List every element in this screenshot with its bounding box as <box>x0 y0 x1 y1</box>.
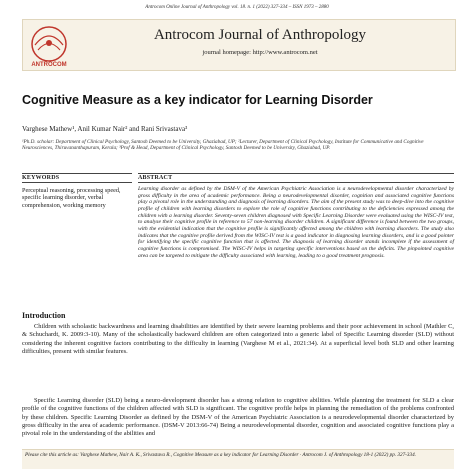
intro-paragraph-2: Specific Learning disorder (SLD) being a neuro-development disorder has a strong relation to cognitive abilities. While planning the treatment for SLD a clear profile of the cognitive functions of the children affected with SLD is significant. The cognitive profile helps in planning the remediation of the problems confronted by these children. Specific Learning Disorder as defined by the DSM-V of the American Psychiatric Association is a neurodevelopmental disorder characterized by gross difficulty in the area of academic performance. (DSM-V 2013:66-74) Being a neurodevelopmental disorder, cognition and associated cognitive functions play a pivotal role in the understanding of the abilities and <box>22 397 454 438</box>
article-affiliation: ¹Ph.D. scholar: Department of Clinical Psychology, Santosh Deemed to be University, Ghaziabad, UP; ²Lecturer, Department of Clinical Psychology, Institute for Communicative and Cognitive Neurosciences, Thiruvananthapuram, Kerala; ³Prof & Head, Department of Clinical Psychology, Santosh Deemed to be University, Ghaziabad, UP. <box>22 139 424 152</box>
abstract-heading: ABSTRACT <box>138 173 454 183</box>
article-authors: Varghese Mathew¹, Anil Kumar Nair² and Rani Srivastava³ <box>22 125 188 133</box>
keywords-section <box>22 173 132 413</box>
logo-text: ANTROCOM <box>31 62 67 68</box>
introduction-heading: Introduction <box>22 311 66 320</box>
antrocom-logo-icon <box>26 23 72 69</box>
keywords-heading: KEYWORDS <box>22 173 132 183</box>
journal-homepage: journal homepage: http://www.antrocom.net <box>202 49 318 56</box>
journal-title: Antrocom Journal of Anthropology <box>153 27 367 43</box>
abstract-section <box>138 173 454 413</box>
intro-paragraph-1: Children with scholastic backwardness and learning disabilities are identified by their severe learning problems and their poor achievement in school (Mathler C, & Schuchardt, K. 2009:3-10). Many of the scholastically backward children are often categorized into a generic label of Specific Learning disorder (SLD) without considering the inherent cognitive factors contributing to the difficulty in learning (Varghese M et al., 2021:34). At a superficial level both SLD and other learning difficulties, present with similar features. <box>22 323 454 355</box>
article-title: Cognitive Measure as a key indicator for Learning Disorder <box>22 93 373 107</box>
citation-footer: Please cite this article as: Varghese Mathew, Nair A. K., Srivastava R., Cognitive Measure as a key indicator for Learning Disorder · Antrocom J. of Anthropology 18-1 (2022) pp. 327-334. <box>22 449 454 469</box>
abstract-text: Learning disorder as defined by the DSM-V of the American Psychiatric Association is a neurodevelopmental disorder characterized by gross difficulty in the area of academic performance. Being a neurodevelopmental disorder, cognition and associated cognitive functions play a pivotal role in the understanding and diagnosis of learning disorders. The aim of the present study was to deep-dive into the cognitive profile of children with learning disorders to explore the role of cognitive functions contributing to the deficiencies expressed among the children with a learning disorder. Seventy-seven children diagnosed with Specific Learning Disorder were evaluated using the WISC-IV test, to analyse their cognitive profile in reference to 57 non-learning disorder children. A significant difference is found between the two groups, with the evidential indication that the cognitive profile is significantly affected among the children with learning disorders. The study also indicates that the cognitive profile derived from the WISC-IV test is a good indicator in diagnosing learning disorders, and is a good pointer for identifying the specific cognitive function that is affected. The diagnosis of learning disorder stands incomplete if the assessment of cognitive functions is compromised. The WISC-IV helps in targeting specific interventions based on the deficits. The pinpointed cognitive area can be targeted to mitigate the difficulty associated with learning, leading to a good treatment prognosis. <box>138 186 454 259</box>
keywords-text: Perceptual reasoning, processing speed, specific learning disorder, verbal comprehension, working memory <box>22 187 121 209</box>
running-head: Antrocom Online Journal of Anthropology vol. 18. n. 1 (2022) 327-334 – ISSN 1973 – 2880 <box>145 5 329 10</box>
